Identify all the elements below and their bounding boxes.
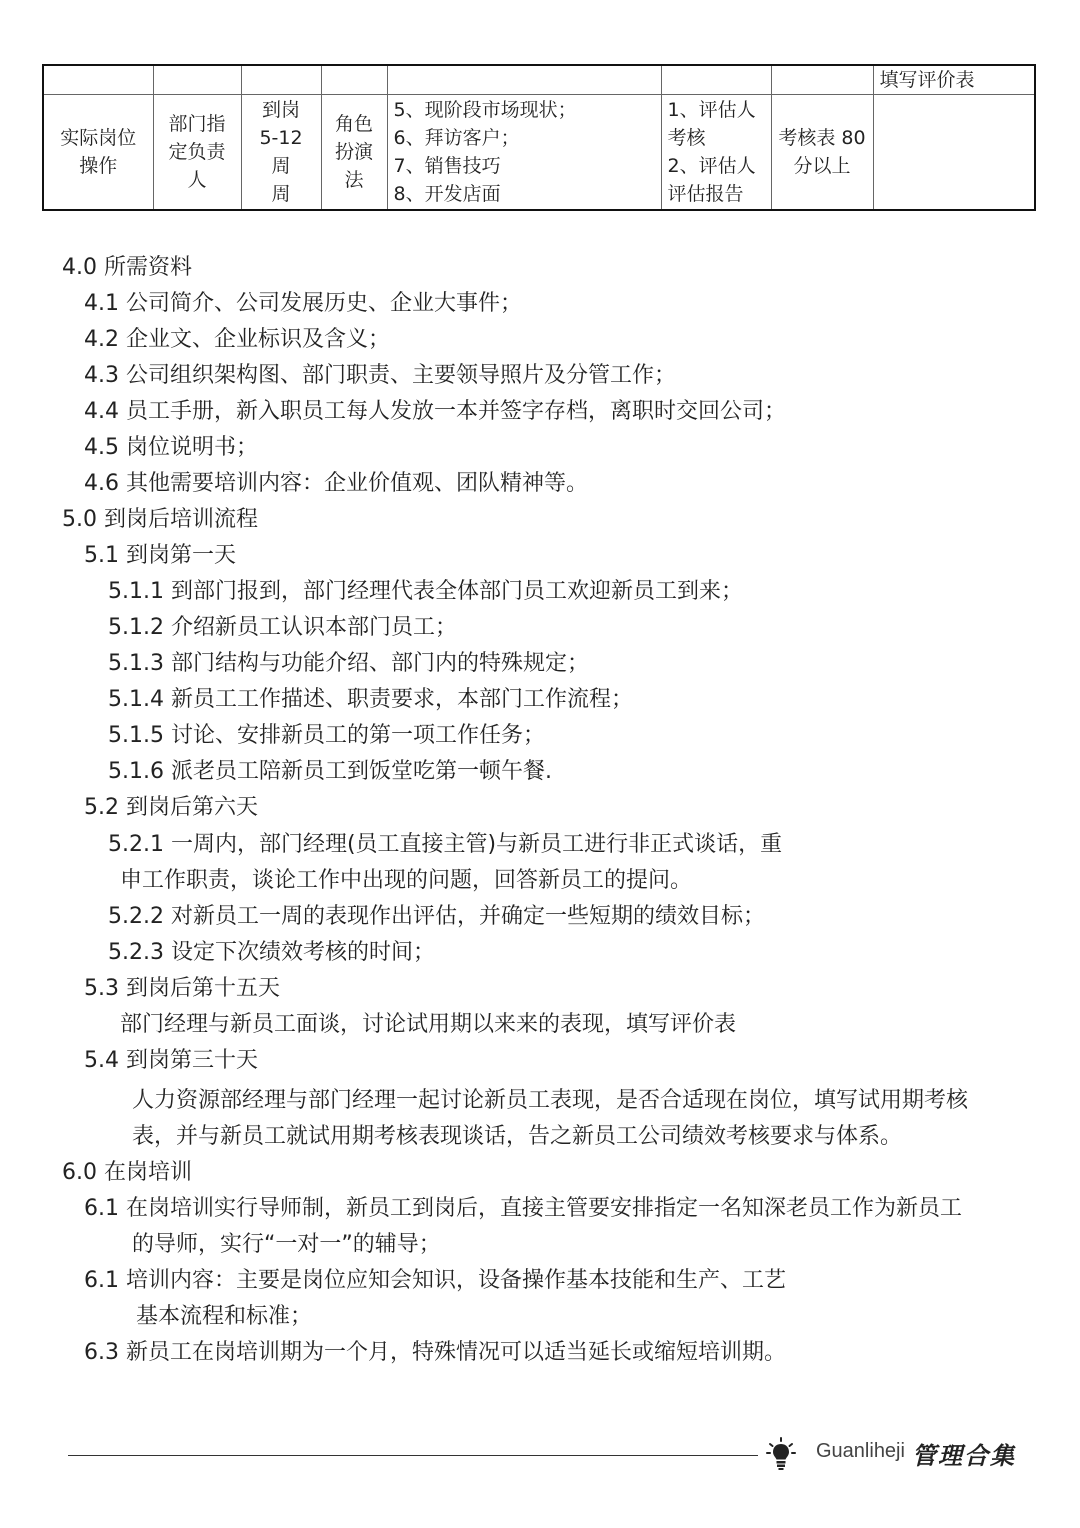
footer-brand-en: Guanliheji <box>816 1440 905 1462</box>
list-item: 5.2.3 设定下次绩效考核的时间； <box>108 940 435 965</box>
table-cell <box>43 65 153 95</box>
subsection-heading: 5.3 到岗后第十五天 <box>84 976 280 1001</box>
list-item: 5.1.6 派老员工陪新员工到饭堂吃第一顿午餐. <box>108 759 552 784</box>
subsection-heading: 5.4 到岗第三十天 <box>84 1048 258 1073</box>
section-heading: 4.0 所需资料 <box>62 255 192 280</box>
list-item: 4.1 公司简介、公司发展历史、企业大事件； <box>84 291 522 316</box>
table-cell: 角色 扮演 法 <box>321 95 387 211</box>
paragraph: 部门经理与新员工面谈，讨论试用期以来来的表现，填写评价表 <box>120 1012 737 1037</box>
list-item-continuation: 申工作职责，谈论工作中出现的问题，回答新员工的提问。 <box>120 868 693 893</box>
list-item: 5.2.1 一周内，部门经理(员工直接主管)与新员工进行非正式谈话，重 <box>108 832 783 857</box>
list-item: 5.1.2 介绍新员工认识本部门员工； <box>108 615 457 640</box>
paragraph: 人力资源部经理与部门经理一起讨论新员工表现，是否合适现在岗位，填写试用期考核 <box>132 1088 969 1113</box>
table-cell: 1、评估人 考核 2、评估人 评估报告 <box>661 95 771 211</box>
list-item: 6.3 新员工在岗培训期为一个月，特殊情况可以适当延长或缩短培训期。 <box>84 1340 786 1365</box>
table-cell: 到岗 5-12 周 周 <box>241 95 321 211</box>
table-row <box>43 65 1035 95</box>
table-cell <box>153 65 241 95</box>
table-row <box>43 95 1035 211</box>
list-item: 4.3 公司组织架构图、部门职责、主要领导照片及分管工作； <box>84 363 676 388</box>
lightbulb-icon <box>766 1436 796 1472</box>
table-cell <box>387 65 661 95</box>
list-item: 5.1.4 新员工工作描述、职责要求，本部门工作流程； <box>108 687 633 712</box>
table-cell: 填写评价表 <box>873 65 1035 95</box>
footer-divider <box>68 1455 758 1456</box>
list-item: 4.2 企业文、企业标识及含义； <box>84 327 390 352</box>
list-item: 5.1.1 到部门报到，部门经理代表全体部门员工欢迎新员工到来； <box>108 579 743 604</box>
list-item-continuation: 基本流程和标准； <box>136 1304 313 1329</box>
table-cell <box>321 65 387 95</box>
subsection-heading: 5.1 到岗第一天 <box>84 543 236 568</box>
table-cell <box>771 65 873 95</box>
table-cell: 部门指 定负责 人 <box>153 95 241 211</box>
subsection-heading: 5.2 到岗后第六天 <box>84 795 258 820</box>
paragraph-continuation: 表，并与新员工就试用期考核表现谈话，告之新员工公司绩效考核要求与体系。 <box>132 1124 903 1149</box>
footer-brand-cn: 管理合集 <box>912 1441 1016 1470</box>
table-cell: 实际岗位 操作 <box>43 95 153 211</box>
table-cell: 考核表 80 分以上 <box>771 95 873 211</box>
list-item: 6.1 培训内容：主要是岗位应知会知识，设备操作基本技能和生产、工艺 <box>84 1268 786 1293</box>
table-cell: 5、现阶段市场现状； 6、拜访客户； 7、销售技巧 8、开发店面 <box>387 95 661 211</box>
list-item: 4.5 岗位说明书； <box>84 435 258 460</box>
list-item: 5.2.2 对新员工一周的表现作出评估，并确定一些短期的绩效目标； <box>108 904 765 929</box>
list-item: 4.6 其他需要培训内容：企业价值观、团队精神等。 <box>84 471 588 496</box>
section-heading: 6.0 在岗培训 <box>62 1160 192 1185</box>
list-item-continuation: 的导师，实行“一对一”的辅导； <box>132 1232 441 1257</box>
list-item: 5.1.3 部门结构与功能介绍、部门内的特殊规定； <box>108 651 589 676</box>
table-cell <box>661 65 771 95</box>
section-heading: 5.0 到岗后培训流程 <box>62 507 258 532</box>
list-item: 4.4 员工手册，新入职员工每人发放一本并签字存档，离职时交回公司； <box>84 399 786 424</box>
list-item: 5.1.5 讨论、安排新员工的第一项工作任务； <box>108 723 545 748</box>
list-item: 6.1 在岗培训实行导师制，新员工到岗后，直接主管要安排指定一名知深老员工作为新员工 <box>84 1196 962 1221</box>
table-cell <box>241 65 321 95</box>
table-cell <box>873 95 1035 211</box>
training-table <box>42 64 1036 211</box>
